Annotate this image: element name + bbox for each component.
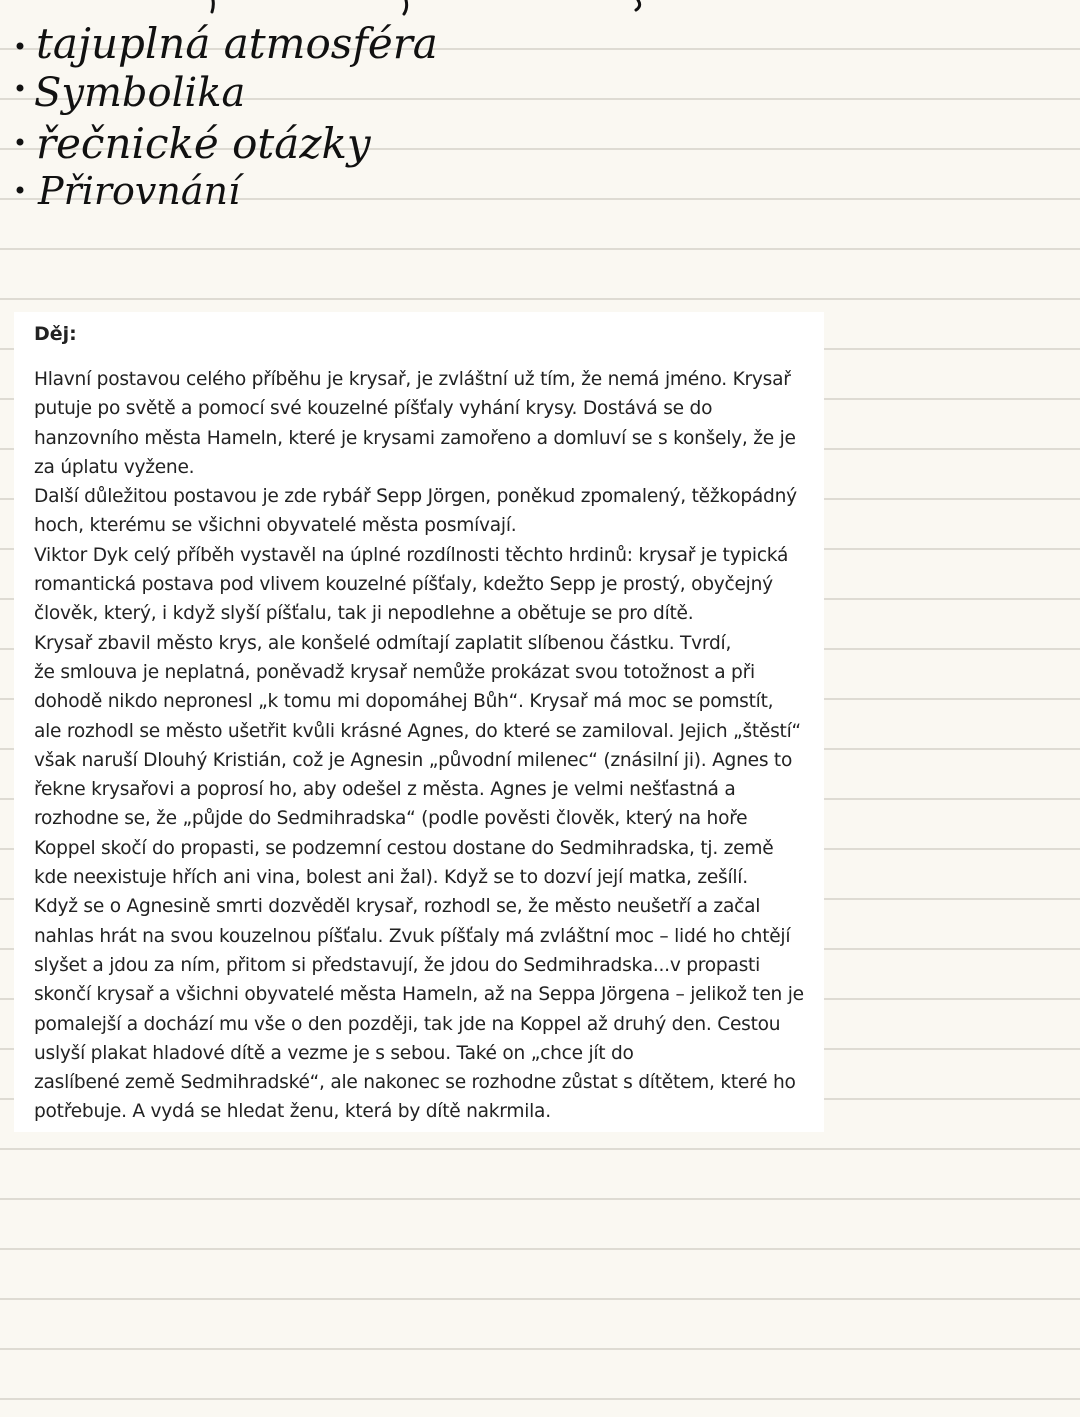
handwritten-notes-drawing bbox=[8, 0, 708, 220]
text-line: uslyší plakat hladové dítě a vezme je s sebou. Také on „chce jít do bbox=[34, 1042, 634, 1064]
text-line: Koppel skočí do propasti, se podzemní cestou dostane do Sedmihradska, tj. země bbox=[34, 837, 774, 859]
text-line: hanzovního města Hameln, které je krysami zamořeno a domluví se s konšely, že je bbox=[34, 427, 796, 449]
bullet-dot-icon bbox=[17, 139, 24, 146]
text-line: slyšet a jdou za ním, přitom si představují, že jdou do Sedmihradska...v propasti bbox=[34, 954, 760, 976]
text-line: Když se o Agnesině smrti dozvěděl krysař, rozhodl se, že město neušetří a začal bbox=[34, 896, 761, 918]
text-line: Další důležitou postavou je zde rybář Sepp Jörgen, poněkud zpomalený, těžkopádný bbox=[34, 486, 797, 508]
text-line: Hlavní postavou celého příběhu je krysař, je zvláštní už tím, že nemá jméno. Krysař bbox=[34, 369, 791, 390]
text-line: člověk, který, i když slyší píšťalu, tak ji nepodlehne a obětuje se pro dítě. bbox=[34, 603, 694, 625]
text-line: pomalejší a dochází mu vše o den později, tak jde na Koppel až druhý den. Cestou bbox=[34, 1013, 781, 1035]
bullet-dot-icon bbox=[17, 187, 24, 194]
section-heading: Děj: bbox=[34, 323, 77, 345]
text-line: za úplatu vyžene. bbox=[34, 456, 195, 478]
text-line: ale rozhodl se město ušetřit kvůli krásné Agnes, do které se zamiloval. Jejich „štěstí“ bbox=[34, 720, 801, 742]
text-line: nahlas hrát na svou kouzelnou píšťalu. Zvuk píšťaly má zvláštní moc – lidé ho chtějí bbox=[34, 925, 791, 947]
text-line: zaslíbené země Sedmihradské“, ale nakonec se rozhodne zůstat s dítětem, které ho bbox=[34, 1072, 796, 1094]
note-item: Symbolika bbox=[34, 70, 246, 116]
text-line: Viktor Dyk celý příběh vystavěl na úplné rozdílnosti těchto hrdinů: krysař je typická bbox=[34, 544, 789, 566]
text-line: dohodě nikdo nepronesl „k tomu mi dopomáhej Bůh“. Krysař má moc se pomstít, bbox=[34, 691, 774, 713]
text-line: že smlouva je neplatná, poněvadž krysař nemůže prokázat svou totožnost a při bbox=[34, 661, 755, 683]
plot-summary-card bbox=[14, 312, 824, 1132]
text-line: rozhodne se, že „půjde do Sedmihradska“ (podle pověsti člověk, který na hoře bbox=[34, 808, 748, 830]
bullet-dot-icon bbox=[17, 43, 24, 50]
text-line: potřebuje. A vydá se hledat ženu, která by dítě nakrmila. bbox=[34, 1101, 551, 1123]
text-line: Krysař zbavil město krys, ale konšelé odmítají zaplatit slíbenou částku. Tvrdí, bbox=[34, 632, 732, 654]
text-line: řekne krysařovi a poprosí ho, aby odešel z města. Agnes je velmi nešťastná a bbox=[34, 779, 736, 801]
text-line: kde neexistuje hřích ani vina, bolest ani žal). Když se to dozví její matka, zešílí. bbox=[34, 867, 748, 889]
text-line: hoch, kterému se všichni obyvatelé města posmívají. bbox=[34, 515, 517, 537]
note-item: Přirovnání bbox=[38, 169, 241, 213]
text-line: romantická postava pod vlivem kouzelné píšťaly, kdežto Sepp je prostý, obyčejný bbox=[34, 574, 773, 596]
handwritten-notes bbox=[8, 0, 708, 220]
note-item: tajuplná atmosféra bbox=[36, 19, 438, 68]
text-line: skončí krysař a všichni obyvatelé města Hameln, až na Seppa Jörgena – jelikož ten je bbox=[34, 984, 804, 1006]
plot-summary-body bbox=[34, 365, 806, 1127]
text-line: putuje po světě a pomocí své kouzelné píšťaly vyhání krysy. Dostává se do bbox=[34, 398, 713, 420]
note-item: řečnické otázky bbox=[36, 119, 371, 168]
text-line: však naruší Dlouhý Kristián, což je Agnesin „původní milenec“ (znásilní ji). Agnes to bbox=[34, 749, 793, 771]
bullet-dot-icon bbox=[17, 85, 24, 92]
